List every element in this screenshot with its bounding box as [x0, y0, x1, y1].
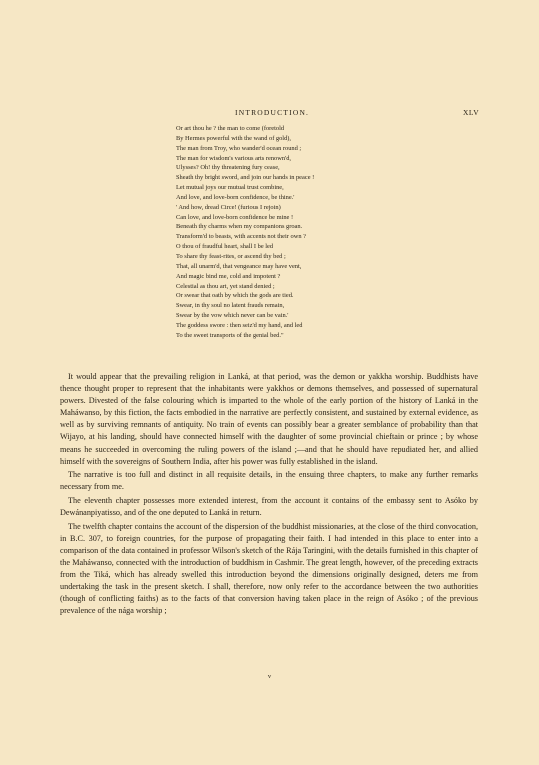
poem-line: Celestial as thou art, yet stand denied ; — [176, 282, 275, 290]
paragraph: The eleventh chapter possesses more extended interest, from the account it contains of the embassy sent to Asóko by Dewánanpiyatisso, and of the one deputed to Lanká in return. — [60, 495, 478, 518]
body-text — [60, 371, 478, 619]
paragraph: The narrative is too full and distinct in all requisite details, in the ensuing three chapters, to make any further remarks necessary from me. — [60, 470, 478, 492]
poem-line: The goddess swore : then seiz'd my hand, and led — [176, 321, 303, 329]
poem-line: To the sweet transports of the genial bed." — [176, 331, 284, 339]
poem-line: To share thy feast-rites, or ascend thy bed ; — [176, 252, 286, 260]
poem-line: Swear by the vow which never can be vain.' — [176, 312, 289, 320]
poem-line: Beneath thy charms when my companions groan. — [176, 223, 303, 231]
poem-line: Or art thou he ? the man to come (foretold — [176, 125, 285, 132]
poem-line: The man from Troy, who wander'd ocean round ; — [176, 144, 302, 152]
paragraph: It would appear that the prevailing religion in Lanká, at that period, was the demon or yakkha worship. Buddhists have thence thought proper to represent that the inhabitants were yakkhos or demons themselves, and possessed of supernatural powers. Divested of the false colouring which is imparted to the whole of the early portion of the history of Lanká in the Maháwanso, by this fiction, the facts embodied in the narrative are perfectly consistent, and sustained by external evidence, as well as by surviving remnants of antiquity. No train of events can possibly bear a greater semblance of probability than that Wijayo, at his landing, should have connected himself with the daughter of some provincial chieftain or prince ; by whose means he succeeded in overcoming the ruling powers of the island ;—and that he should have repudiated her, and allied himself with the sovereigns of Southern India, after his power was fully established in the island. — [60, 372, 478, 466]
poem-line: ' And how, dread Circe! (furious I rejoin) — [176, 203, 281, 211]
poem-line: Transform'd to beasts, with accents not their own ? — [176, 233, 306, 241]
signature-mark: v — [267, 673, 272, 680]
poem-line: That, all unarm'd, that vengeance may have vent, — [176, 262, 302, 270]
page-header — [0, 108, 539, 122]
poem-line: By Hermes powerful with the wand of gold), — [176, 134, 292, 142]
poem-line: O thou of fraudful heart, shall I be led — [176, 243, 274, 251]
page-number: XLV — [463, 108, 480, 117]
poem-line: Let mutual joys our mutual trust combine, — [176, 184, 284, 192]
poem-line: Or swear that oath by which the gods are tied. — [176, 292, 294, 300]
poem-line: Can love, and love-born confidence be mine ! — [176, 213, 294, 221]
poem-line: Ulysses? Oh! thy threatening fury cease, — [176, 164, 280, 172]
running-title: INTRODUCTION. — [235, 108, 310, 117]
poem-line: Swear, in thy soul no latent frauds remain, — [176, 302, 285, 310]
poem-line: And magic bind me, cold and impotent ? — [176, 272, 281, 280]
poem-quotation — [176, 124, 446, 341]
poem-line: And love, and love-born confidence, be thine.' — [176, 193, 295, 201]
poem-line: Sheath thy bright sword, and join our hands in peace ! — [176, 174, 315, 182]
poem-line: The man for wisdom's various arts renown'd, — [176, 154, 292, 162]
paragraph: The twelfth chapter contains the account of the dispersion of the buddhist missionaries, at the close of the third convocation, in B.C. 307, to foreign countries, for the purpose of propagating their faith. I had intended in this place to enter into a comparison of the data contained in professor Wilson's sketch of the Rája Taringini, with the details furnished in this chapter of the Maháwanso, connected with the introduction of buddhism in Cashmir. The great length, however, of the preceding extracts from the Tiká, which has already swelled this introduction beyond the dimensions originally designed, deters me from undertaking the task in the present sketch. I shall, therefore, now only refer to the accordance between the two authorities (though of conflicting faiths) as to the facts of that conversion having taken place in the reign of Asóko ; of the previous prevalence of the nága worship ; — [60, 521, 478, 616]
